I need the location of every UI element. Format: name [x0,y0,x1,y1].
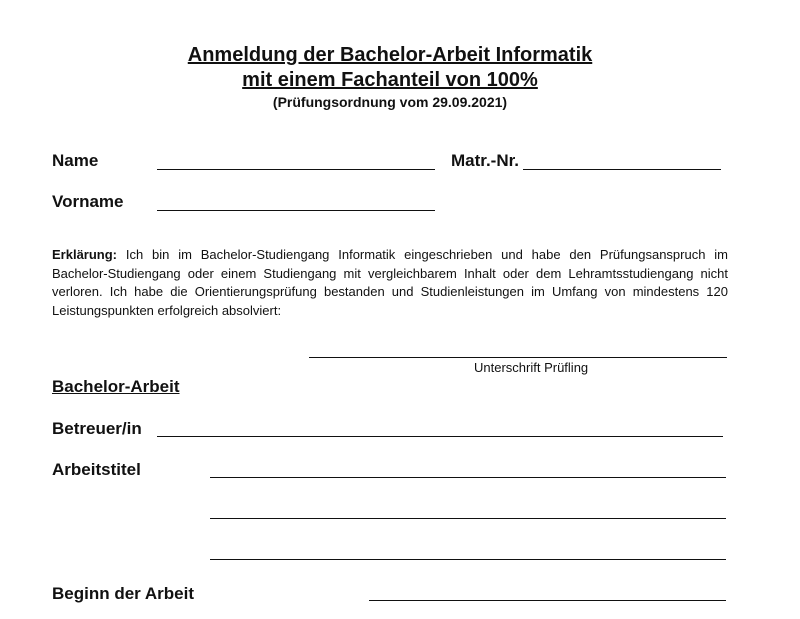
matr-nr-field-line[interactable] [523,169,721,170]
signature-caption: Unterschrift Prüfling [474,360,589,375]
arbeitstitel-label: Arbeitstitel [52,460,141,479]
arbeitstitel-field-line-2[interactable] [210,518,726,519]
form-title-line2: mit einem Fachanteil von 100% [242,69,538,91]
vorname-label: Vorname [52,192,124,211]
betreuer-label: Betreuer/in [52,419,142,438]
declaration-paragraph [52,246,728,320]
beginn-field-line[interactable] [369,600,726,601]
arbeitstitel-field-line-3[interactable] [210,559,726,560]
beginn-label: Beginn der Arbeit [52,584,194,603]
form-subtitle: (Prüfungsordnung vom 29.09.2021) [272,94,508,110]
name-label: Name [52,151,99,170]
arbeitstitel-field-line-1[interactable] [210,477,726,478]
signature-line[interactable] [309,357,727,358]
matr-nr-label: Matr.-Nr. [451,151,520,170]
vorname-field-line[interactable] [157,210,435,211]
declaration-text: Ich bin im Bachelor-Studiengang Informatik eingeschrieben und habe den Prüfungsanspruch im Bachelor-Studiengang oder einem Studiengang mit vergleichbarem Inhalt oder dem Lehramtsstudiengang nicht verloren. Ich habe die Orientierungsprüfung bestanden und Studienleistungen im Umfang von mindestens 120 Leistungspunkten erfolgreich absolviert: [52,247,728,318]
name-field-line[interactable] [157,169,435,170]
declaration-lead: Erklärung: [52,247,118,262]
form-title: Anmeldung der Bachelor-Arbeit Informatik [187,44,593,66]
thesis-section-title: Bachelor-Arbeit [52,377,180,396]
betreuer-field-line[interactable] [157,436,723,437]
